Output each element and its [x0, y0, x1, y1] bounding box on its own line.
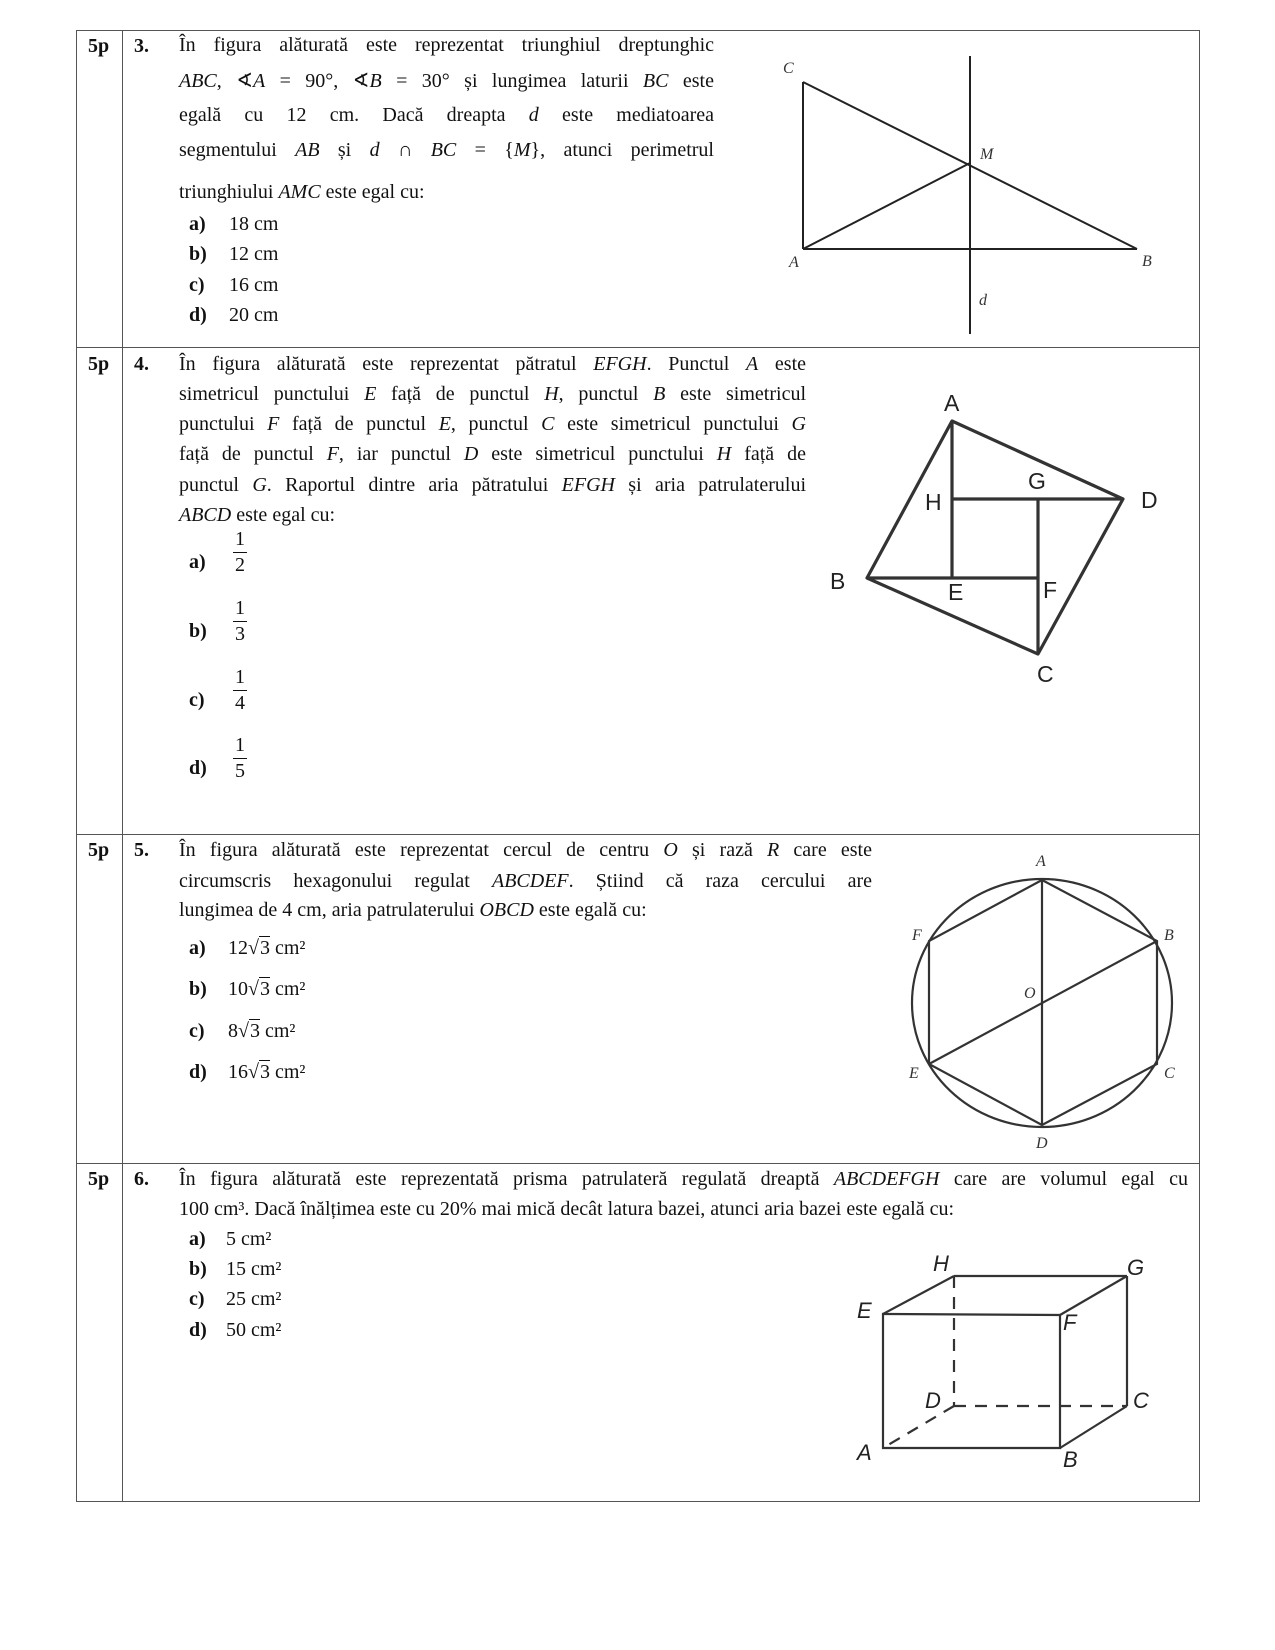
option-value: 20 cm — [229, 304, 279, 326]
face-abfe — [883, 1314, 1060, 1448]
option-value: 50 cm² — [226, 1319, 282, 1341]
label-e: E — [948, 579, 964, 605]
sqrt-icon: √ — [248, 1061, 259, 1083]
math-variable: EFGH — [593, 353, 647, 375]
text-segment: punctul — [179, 474, 253, 496]
numerator: 1 — [235, 528, 245, 550]
label-d: D — [1036, 1135, 1048, 1152]
label-a: A — [944, 390, 960, 416]
unit: cm² — [274, 937, 306, 959]
label-c: C — [1133, 1388, 1149, 1413]
denominator: 2 — [235, 554, 245, 576]
label-c: C — [1164, 1065, 1175, 1082]
option-letter: b) — [189, 620, 207, 642]
option-letter: d) — [189, 1319, 207, 1341]
math-variable: ABCDEF — [492, 870, 569, 892]
denominator: 3 — [235, 623, 245, 645]
hidden-edges — [883, 1276, 1127, 1448]
text-segment: este — [758, 353, 807, 375]
text-segment: ∩ — [379, 139, 431, 161]
label-e: E — [857, 1298, 872, 1323]
option-value: 16 cm — [229, 274, 279, 296]
sqrt-icon: √ — [248, 978, 259, 1000]
math-variable: d — [528, 104, 539, 126]
option-value: 12 cm — [229, 243, 279, 265]
text-segment: este simetricul punctului — [554, 413, 792, 435]
text-segment: punctului — [179, 413, 268, 435]
unit: cm² — [274, 978, 306, 1000]
text-segment: și rază — [677, 839, 768, 861]
label-c: C — [1037, 661, 1054, 687]
math-variable: G — [791, 413, 806, 435]
question-number: 5. — [134, 839, 149, 861]
math-variable: ABC — [179, 70, 217, 92]
math-variable: B — [369, 70, 382, 92]
points-label: 5p — [88, 35, 110, 57]
text-segment: , punctul — [450, 413, 542, 435]
question-number: 6. — [134, 1168, 149, 1190]
text-segment: În figura alăturată este reprezentat triunghiul dreptunghic — [179, 34, 714, 56]
option-letter: c) — [189, 1288, 205, 1310]
option-value: 5 cm² — [226, 1228, 272, 1250]
math-variable: d — [369, 139, 380, 161]
text-segment: este — [668, 70, 714, 92]
edge-da — [883, 1406, 954, 1448]
edge-cb — [1060, 1406, 1127, 1448]
math-variable: C — [541, 413, 555, 435]
text-segment: = { — [456, 139, 514, 161]
denominator: 5 — [235, 760, 245, 782]
text-segment: care este — [779, 839, 872, 861]
label-m: M — [980, 146, 994, 163]
numerator: 1 — [235, 666, 245, 688]
option-letter: a) — [189, 1228, 206, 1250]
option-value: 15 cm² — [226, 1258, 282, 1280]
label-g: G — [1127, 1255, 1145, 1280]
text-segment: este simetricul — [665, 383, 806, 405]
label-b: B — [1063, 1447, 1078, 1472]
option-letter: a) — [189, 213, 206, 235]
math-variable: OBCD — [479, 899, 534, 921]
option-value: 18 cm — [229, 213, 279, 235]
math-variable: BC — [430, 139, 457, 161]
option-letter: d) — [189, 304, 207, 326]
text-segment: , ∢ — [216, 70, 253, 92]
text-segment: }, atunci perimetrul — [530, 139, 714, 161]
points-label: 5p — [88, 1168, 110, 1190]
text-segment: este mediatoarea — [538, 104, 714, 126]
math-variable: A — [746, 353, 759, 375]
option-letter: b) — [189, 978, 207, 1000]
sqrt-icon: √ — [248, 937, 259, 959]
text-segment: . Punctul — [646, 353, 747, 375]
option-value: 25 cm² — [226, 1288, 282, 1310]
text-segment: față de punctul — [279, 413, 439, 435]
label-h: H — [925, 489, 942, 515]
radicand: 3 — [259, 937, 270, 959]
points-label: 5p — [88, 839, 110, 861]
label-e: E — [909, 1065, 919, 1082]
text-segment: , iar punctul — [338, 443, 464, 465]
label-g: G — [1028, 468, 1046, 494]
text-segment: față de — [731, 443, 806, 465]
math-variable: D — [463, 443, 479, 465]
text-segment: și aria patrulaterului — [614, 474, 806, 496]
option-letter: c) — [189, 274, 205, 296]
math-variable: R — [767, 839, 780, 861]
coefficient: 12 — [228, 937, 248, 959]
label-a: A — [857, 1440, 872, 1465]
math-variable: EFGH — [561, 474, 615, 496]
text-segment: este simetricul punctului — [478, 443, 717, 465]
text-segment: segmentului — [179, 139, 296, 161]
math-variable: E — [438, 413, 451, 435]
math-variable: F — [267, 413, 280, 435]
option-letter: d) — [189, 1061, 207, 1083]
label-b: B — [1142, 253, 1152, 270]
question-number: 4. — [134, 353, 149, 375]
coefficient: 10 — [228, 978, 248, 1000]
math-variable: H — [716, 443, 732, 465]
label-b: B — [830, 568, 846, 594]
option-letter: c) — [189, 689, 205, 711]
text-segment: În figura alăturată este reprezentată prisma patrulateră regulată dreaptă — [179, 1168, 834, 1190]
text-segment: este egală cu: — [533, 899, 647, 921]
text-segment: care are volumul egal cu — [939, 1168, 1189, 1190]
coefficient: 8 — [228, 1020, 238, 1042]
text-segment: este egal cu: — [320, 181, 425, 203]
math-variable: B — [653, 383, 666, 405]
math-variable: AB — [295, 139, 320, 161]
points-label: 5p — [88, 353, 110, 375]
text-segment: față de punctul — [376, 383, 545, 405]
math-variable: A — [252, 70, 266, 92]
math-variable: F — [326, 443, 339, 465]
option-letter: a) — [189, 551, 206, 573]
text-segment: = 90°, ∢ — [265, 70, 370, 92]
denominator: 4 — [235, 692, 245, 714]
text-segment: , punctul — [558, 383, 654, 405]
numerator: 1 — [235, 597, 245, 619]
math-variable: BC — [642, 70, 669, 92]
text-segment: . Știind că raza cercului are — [568, 870, 872, 892]
math-variable: M — [513, 139, 531, 161]
label-d: d — [979, 292, 987, 309]
label-h: H — [933, 1251, 949, 1276]
text-segment: egală cu 12 cm. Dacă dreapta — [179, 104, 529, 126]
text-segment: În figura alăturată este reprezentat cercul de centru — [179, 839, 664, 861]
option-letter: b) — [189, 243, 207, 265]
text-segment: În figura alăturată este reprezentat pătratul — [179, 353, 594, 375]
math-variable: G — [252, 474, 267, 496]
math-variable: O — [663, 839, 678, 861]
label-f: F — [912, 927, 922, 944]
text-segment: simetricul punctului — [179, 383, 365, 405]
unit: cm² — [264, 1020, 296, 1042]
sqrt-icon: √ — [238, 1020, 249, 1042]
question-number: 3. — [134, 35, 149, 57]
label-d: D — [1141, 487, 1158, 513]
coefficient: 16 — [228, 1061, 248, 1083]
label-o: O — [1024, 985, 1036, 1002]
option-letter: b) — [189, 1258, 207, 1280]
math-variable: H — [544, 383, 559, 405]
radicand: 3 — [259, 1061, 270, 1083]
text-segment: lungimea de 4 cm, aria patrulaterului — [179, 899, 480, 921]
option-letter: a) — [189, 937, 206, 959]
math-variable: ABCDEFGH — [833, 1168, 940, 1190]
unit: cm² — [274, 1061, 306, 1083]
text-segment: circumscris hexagonului regulat — [179, 870, 492, 892]
label-a: A — [789, 254, 799, 271]
option-letter: d) — [189, 757, 207, 779]
text-segment: este egal cu: — [231, 504, 336, 526]
math-variable: ABCD — [179, 504, 232, 526]
label-a: A — [1036, 853, 1046, 870]
radicand: 3 — [259, 978, 270, 1000]
label-f: F — [1043, 577, 1058, 603]
text-segment: . Raportul dintre aria pătratului — [266, 474, 562, 496]
label-c: C — [783, 60, 794, 77]
radicand: 3 — [249, 1020, 260, 1042]
edge-eh — [883, 1276, 954, 1314]
label-d: D — [925, 1388, 941, 1413]
label-f: F — [1063, 1310, 1077, 1335]
text-segment: triunghiului — [179, 181, 279, 203]
text-segment: 100 cm³. Dacă înălțimea este cu 20% mai mică decât latura bazei, atunci aria bazei este egală cu: — [179, 1198, 955, 1220]
math-variable: E — [364, 383, 377, 405]
text-segment: = 30° și lungimea laturii — [381, 70, 643, 92]
numerator: 1 — [235, 734, 245, 756]
text-segment: și — [319, 139, 370, 161]
label-b: B — [1164, 927, 1174, 944]
text-segment: față de punctul — [179, 443, 327, 465]
math-variable: AMC — [278, 181, 321, 203]
option-letter: c) — [189, 1020, 205, 1042]
